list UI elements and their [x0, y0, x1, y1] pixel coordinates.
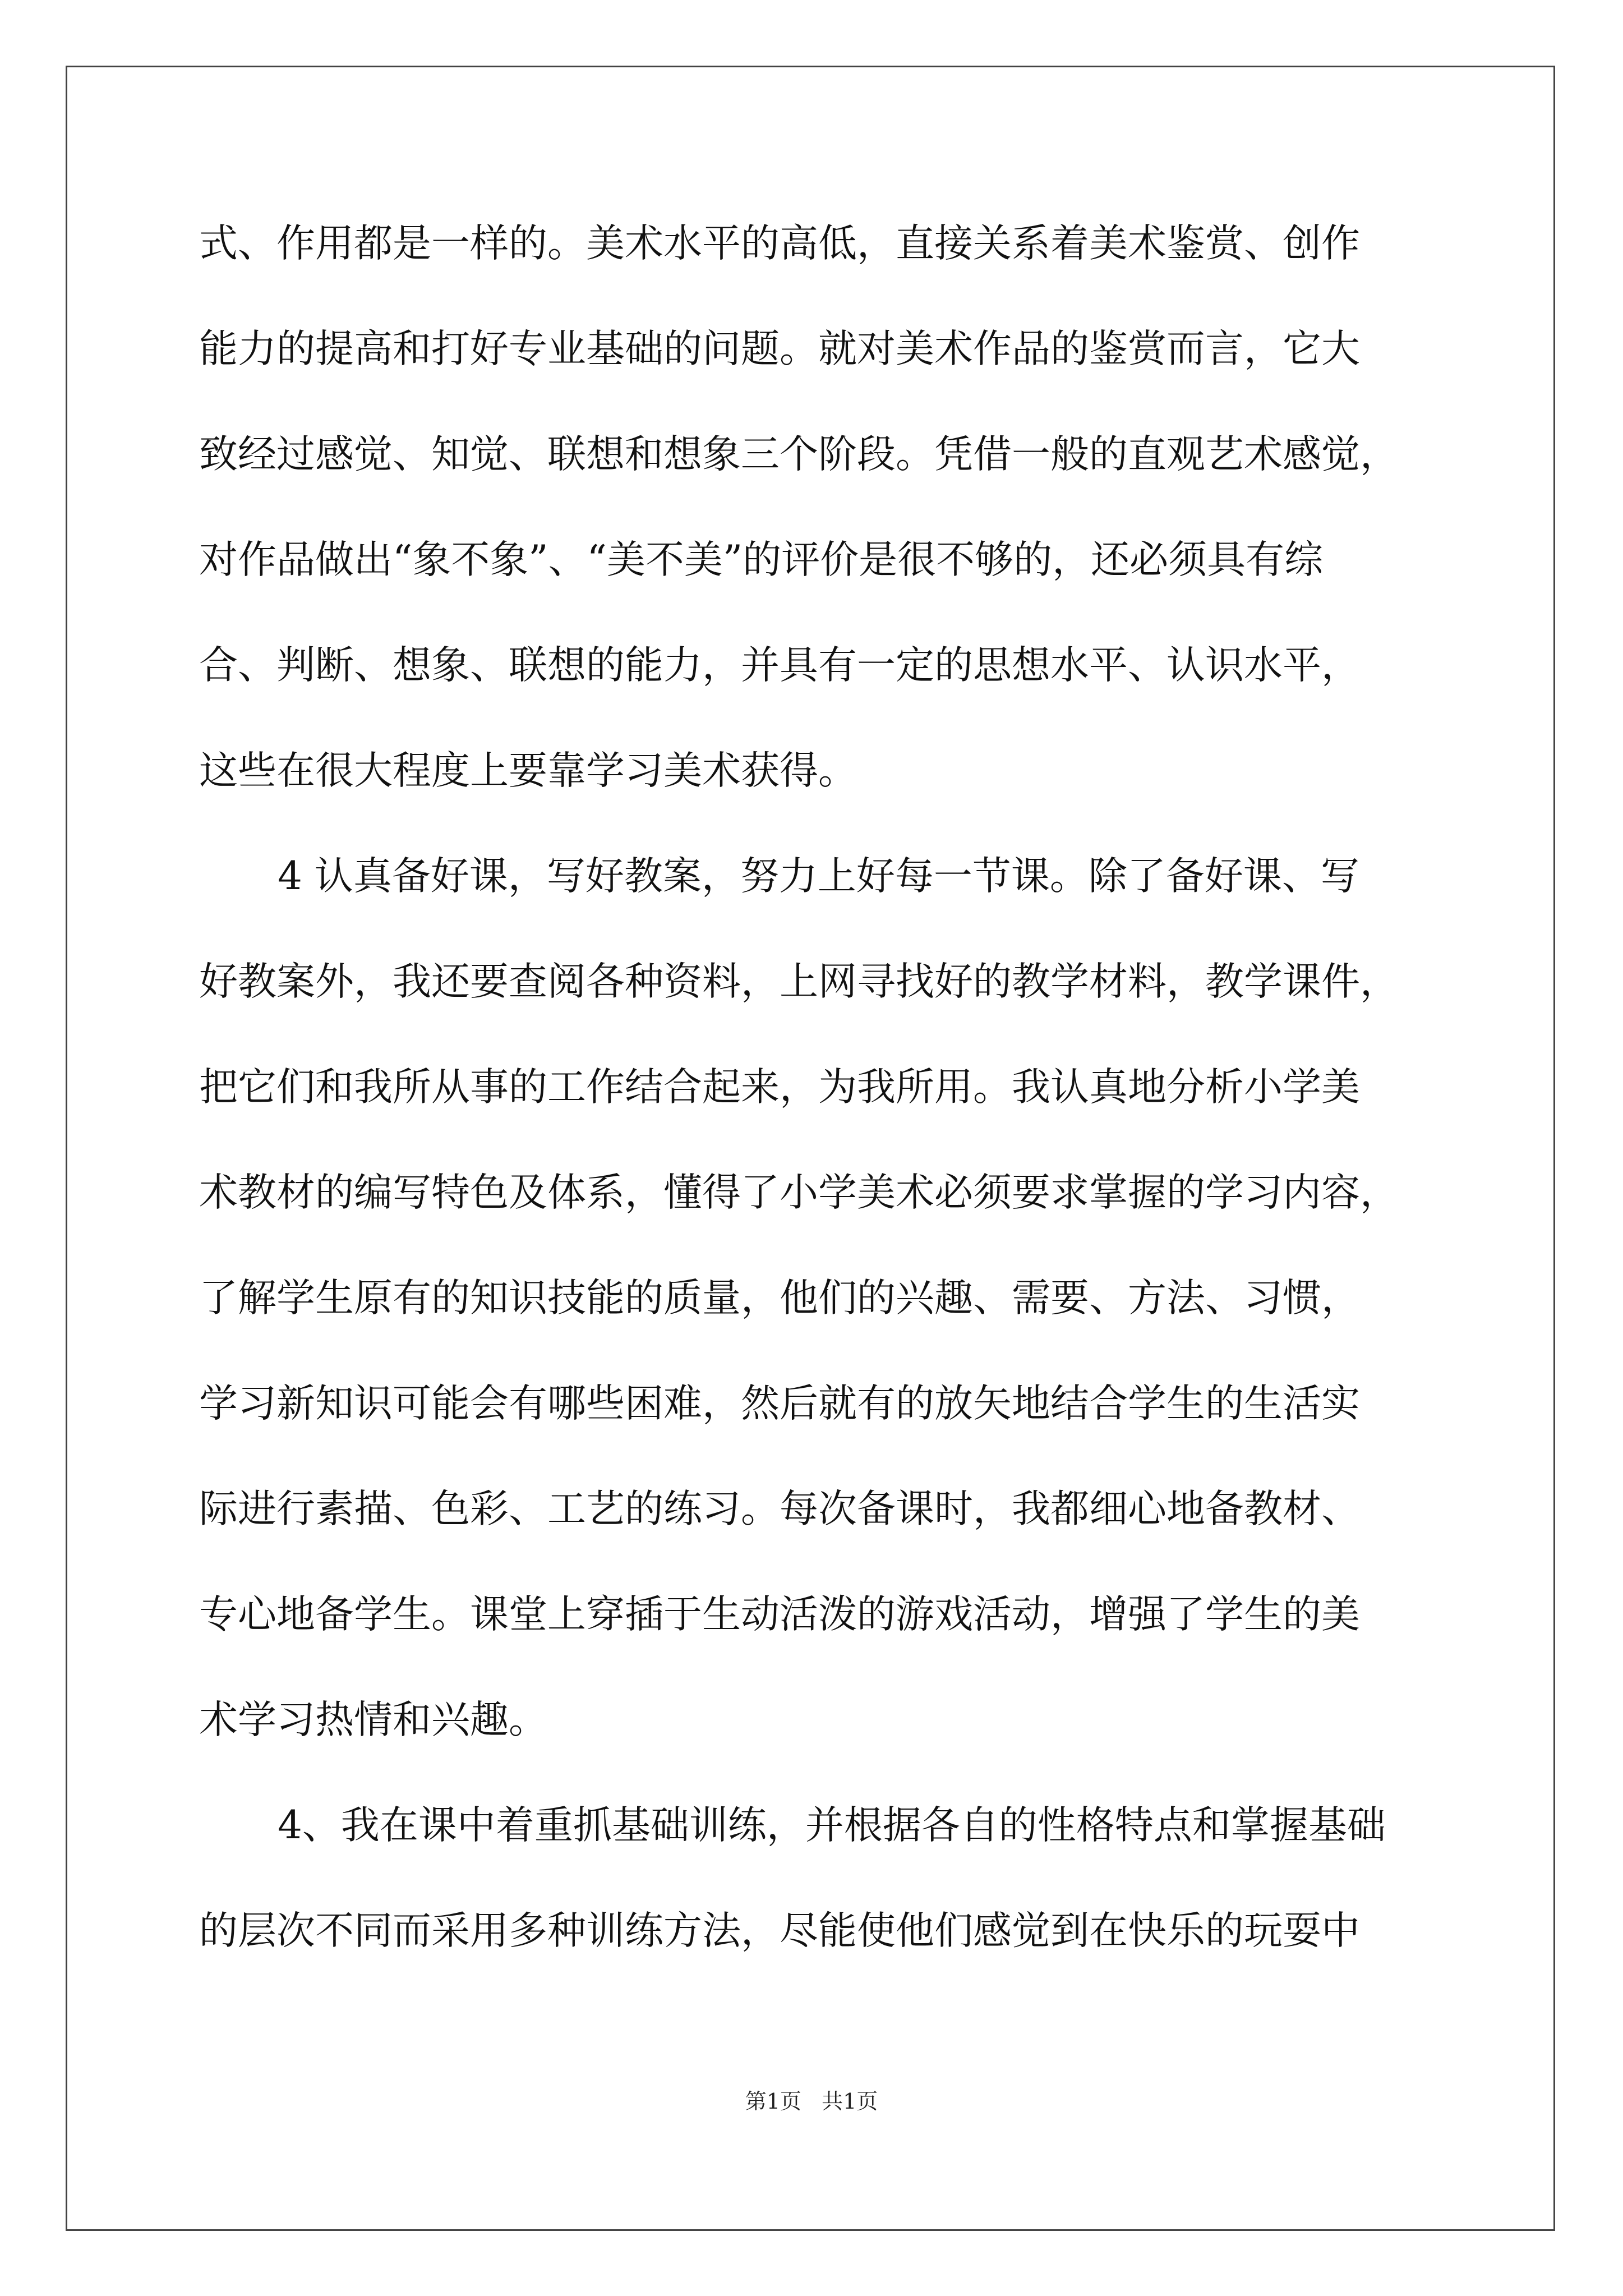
- text-line: 致经过感觉、知觉、联想和想象三个阶段。凭借一般的直观艺术感觉，: [199, 432, 1399, 477]
- text-line: 好教案外，我还要查阅各种资料，上网寻找好的教学材料，教学课件，: [199, 959, 1399, 1004]
- text-line-indented: 4、我在课中着重抓基础训练，并根据各自的性格特点和掌握基础: [278, 1803, 1386, 1848]
- text-line: 这些在很大程度上要靠学习美术获得。: [199, 748, 857, 793]
- text-line: 专心地备学生。课堂上穿插于生动活泼的游戏活动，增强了学生的美: [199, 1592, 1360, 1637]
- page-number-footer: 第1页 共1页: [745, 2089, 878, 2114]
- text-line-indented: 4 认真备好课，写好教案，努力上好每一节课。除了备好课、写: [278, 854, 1359, 899]
- text-line: 际进行素描、色彩、工艺的练习。每次备课时，我都细心地备教材、: [199, 1487, 1360, 1531]
- document-body: [199, 213, 1433, 2006]
- text-line: 式、作用都是一样的。美术水平的高低，直接关系着美术鉴赏、创作: [199, 221, 1360, 266]
- text-line: 合、判断、想象、联想的能力，并具有一定的思想水平、认识水平，: [199, 643, 1360, 688]
- paragraph-1: [199, 213, 1433, 846]
- text-line: 术教材的编写特色及体系，懂得了小学美术必须要求掌握的学习内容，: [199, 1170, 1399, 1215]
- paragraph-3: [199, 1795, 1433, 2006]
- text-line: 对作品做出“象不象”、“美不美”的评价是很不够的，还必须具有综: [199, 537, 1324, 582]
- text-line: 把它们和我所从事的工作结合起来，为我所用。我认真地分析小学美: [199, 1065, 1360, 1110]
- text-line: 学习新知识可能会有哪些困难，然后就有的放矢地结合学生的生活实: [199, 1381, 1360, 1426]
- text-line: 术学习热情和兴趣。: [199, 1697, 547, 1742]
- text-line: 能力的提高和打好专业基础的问题。就对美术作品的鉴赏而言，它大: [199, 326, 1360, 371]
- text-line: 的层次不同而采用多种训练方法，尽能使他们感觉到在快乐的玩耍中: [199, 1908, 1360, 1953]
- text-line: 了解学生原有的知识技能的质量，他们的兴趣、需要、方法、习惯，: [199, 1276, 1360, 1320]
- paragraph-2: [199, 846, 1433, 1795]
